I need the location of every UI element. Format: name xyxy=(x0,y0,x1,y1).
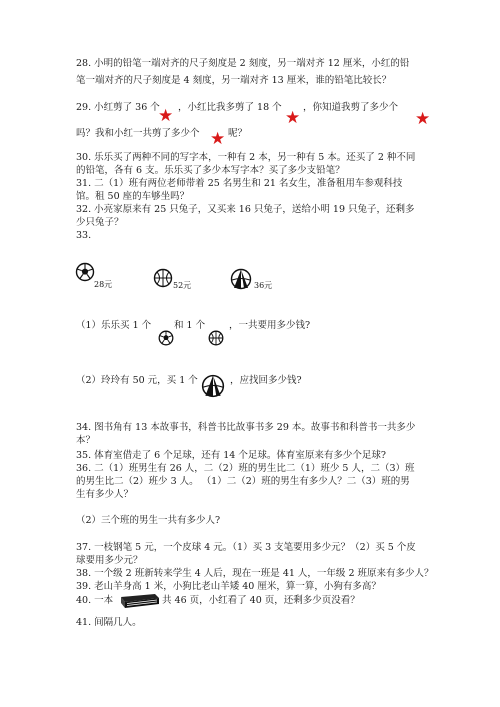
q36-line2: 的男生比二（2）班少 3 人。 （1）二（2）班的男生有多少人？二（3）班的男 xyxy=(76,476,410,487)
q31-line1: 31. 二（1）班有两位老师带着 25 名男生和 21 名女生，准备租用车参观科技 xyxy=(76,178,403,189)
q36-sub2: （2）三个班的男生一共有多少人? xyxy=(76,515,221,526)
q33-label: 33. xyxy=(76,230,92,241)
soccer-ball-icon xyxy=(158,330,174,346)
q33-sub2-text-2: ，应找回多少钱? xyxy=(230,375,302,386)
q34-line1: 34. 图书角有 13 本故事书，科普书比故事书多 29 本。故事书和科普书一共多少 xyxy=(76,422,416,433)
q37-line2: 球要用多少元？ xyxy=(76,555,143,566)
beach-ball-icon xyxy=(201,374,225,398)
q36-line3: 生有多少人？ xyxy=(76,489,134,500)
q29-text-2: ，小红比我多剪了 18 个 xyxy=(178,102,282,113)
star-icon: ★ xyxy=(210,129,226,149)
star-icon: ★ xyxy=(415,109,431,129)
q29-text-4: 吗？我和小红一共剪了多少个 xyxy=(76,128,200,139)
q28-line2: 笔一端对齐的尺子刻度是 4 刻度，另一端对齐 13 厘米，谁的铅笔比较长？ xyxy=(76,75,392,86)
star-icon: ★ xyxy=(158,106,174,126)
q34-line2: 本？ xyxy=(76,435,96,446)
q29-text-5: 呢？ xyxy=(228,128,248,139)
q39-line1: 39. 老山羊身高 1 米，小狗比老山羊矮 40 厘米，算一算，小狗有多高？ xyxy=(76,581,381,592)
q33-sub1-text-2: 和 1 个 xyxy=(174,320,206,331)
q32-line1: 32. 小亮家原来有 25 只兔子，又买来 16 只兔子，送给小明 19 只兔子，还剩多 xyxy=(76,204,415,215)
star-icon: ★ xyxy=(285,108,301,128)
q36-line1: 36. 二（1）班男生有 26 人，二（2）班的男生比二（1）班少 5 人，二（3）班 xyxy=(76,463,415,474)
q35-line1: 35. 体育室借走了 6 个足球，还有 14 个足球。体育室原来有多少个足球? xyxy=(76,450,386,461)
soccer-ball-price: 28元 xyxy=(94,280,113,289)
basketball-price: 52元 xyxy=(173,281,192,290)
q38-line1: 38. 一个级 2 班新转来学生 4 人后，现在一班是 41 人，一年级 2 班原来有多少人？ xyxy=(76,568,434,579)
q33-sub2-text-1: （2）玲玲有 50 元，买 1 个 xyxy=(76,375,198,386)
q37-line1: 37. 一枝钢笔 5 元，一个皮球 4 元。（1）买 3 支笔要用多少元？（2）买 5 个皮 xyxy=(76,542,416,553)
q41-line1: 41. 间隔几人。 xyxy=(76,617,142,628)
q40-text-1: 40. 一本 xyxy=(76,595,114,606)
beach-ball-price: 36元 xyxy=(254,281,273,290)
q32-line2: 少只兔子？ xyxy=(76,217,124,228)
q33-sub1-text-1: （1）乐乐买 1 个 xyxy=(76,320,152,331)
q33-sub1-text-3: ，一共要用多少钱? xyxy=(229,320,311,331)
q40-text-2: 共 46 页，小红看了 40 页，还剩多少页没看？ xyxy=(162,595,360,606)
basketball-icon xyxy=(208,330,224,346)
q30-line1: 30. 乐乐买了两种不同的写字本，一种有 2 本，另一种有 5 本。还买了 2 种不同 xyxy=(76,152,416,163)
book-icon xyxy=(119,591,161,611)
basketball-icon xyxy=(153,268,173,288)
q28-line1: 28. 小明的铅笔一端对齐的尺子刻度是 2 刻度，另一端对齐 12 厘米，小红的铅 xyxy=(76,58,410,69)
q30-line2: 的铅笔，各有 6 支。乐乐买了多少本写字本？买了多少支铅笔？ xyxy=(76,165,345,176)
q29-text-3: ，你知道我剪了多少个 xyxy=(303,102,399,113)
q29-text-1: 29. 小红剪了 36 个 xyxy=(76,102,160,113)
soccer-ball-icon xyxy=(75,262,95,282)
q31-line2: 馆。租 50 座的车够坐吗？ xyxy=(76,191,190,202)
beach-ball-icon xyxy=(230,268,252,290)
